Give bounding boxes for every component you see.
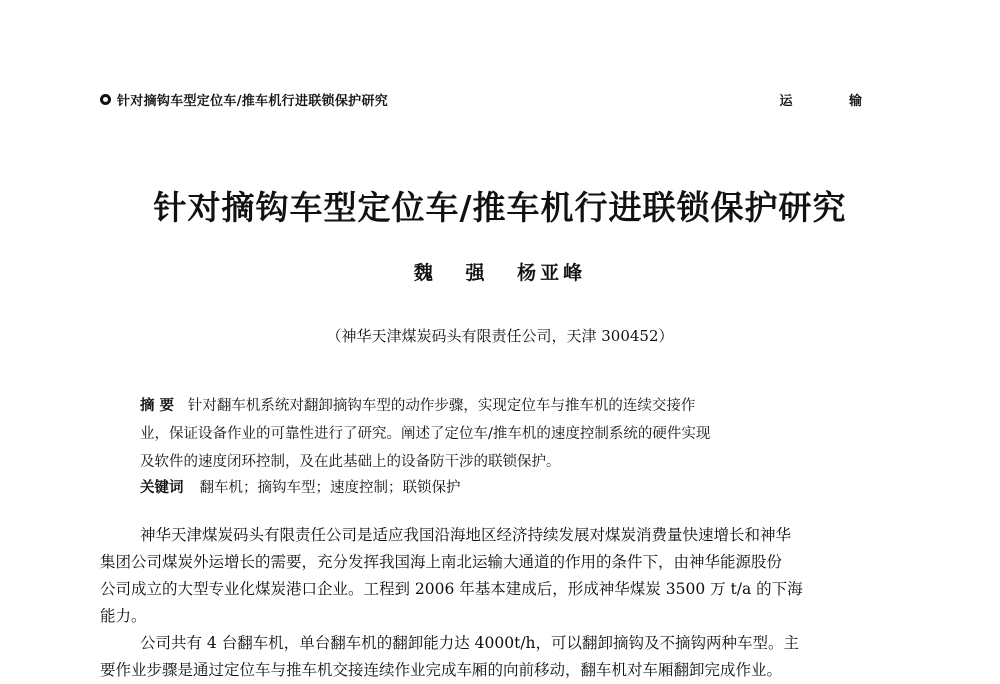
section-label: 运 输 (779, 94, 888, 109)
running-header (100, 90, 388, 109)
paragraph-line: 公司共有 4 台翻车机，单台翻车机的翻卸能力达 4000t/h，可以翻卸摘钩及不摘钩两种车型。主 (140, 634, 800, 652)
abstract-line: 业，保证设备作业的可靠性进行了研究。阐述了定位车/推车机的速度控制系统的硬件实现 (140, 426, 711, 442)
affiliation: （神华天津煤炭码头有限责任公司，天津 300452） (326, 327, 674, 345)
keywords-text: 翻车机；摘钩车型；速度控制；联锁保护 (199, 480, 461, 496)
paragraph-line: 集团公司煤炭外运增长的需要，充分发挥我国海上南北运输大通道的作用的条件下，由神华能源股份 (100, 553, 783, 571)
bullet-icon (100, 94, 111, 105)
running-title: 针对摘钩车型定位车/推车机行进联锁保护研究 (117, 94, 389, 109)
keywords (140, 476, 461, 497)
abstract-text: 针对翻车机系统对翻卸摘钩车型的动作步骤，实现定位车与推车机的连续交接作 (187, 398, 696, 414)
keywords-label: 关键词 (140, 480, 184, 496)
paper-title: 针对摘钩车型定位车/推车机行进联锁保护研究 (153, 188, 847, 227)
authors: 魏 强 杨亚峰 (413, 262, 587, 284)
abstract (140, 392, 860, 476)
paragraph-line: 神华天津煤炭码头有限责任公司是适应我国沿海地区经济持续发展对煤炭消费量快速增长和神华 (140, 526, 792, 544)
abstract-line: 及软件的速度闭环控制，及在此基础上的设备防干涉的联锁保护。 (140, 454, 561, 470)
abstract-label: 摘 要 (140, 398, 175, 414)
body-text (100, 522, 890, 684)
paragraph-line: 要作业步骤是通过定位车与推车机交接连续作业完成车厢的向前移动，翻车机对车厢翻卸完成作业。 (100, 661, 783, 679)
paragraph-line: 能力。 (100, 607, 147, 625)
paragraph-line: 公司成立的大型专业化煤炭港口企业。工程到 2006 年基本建成后，形成神华煤炭 3500 万 t/a 的下海 (100, 580, 803, 598)
abstract-line (140, 392, 860, 420)
